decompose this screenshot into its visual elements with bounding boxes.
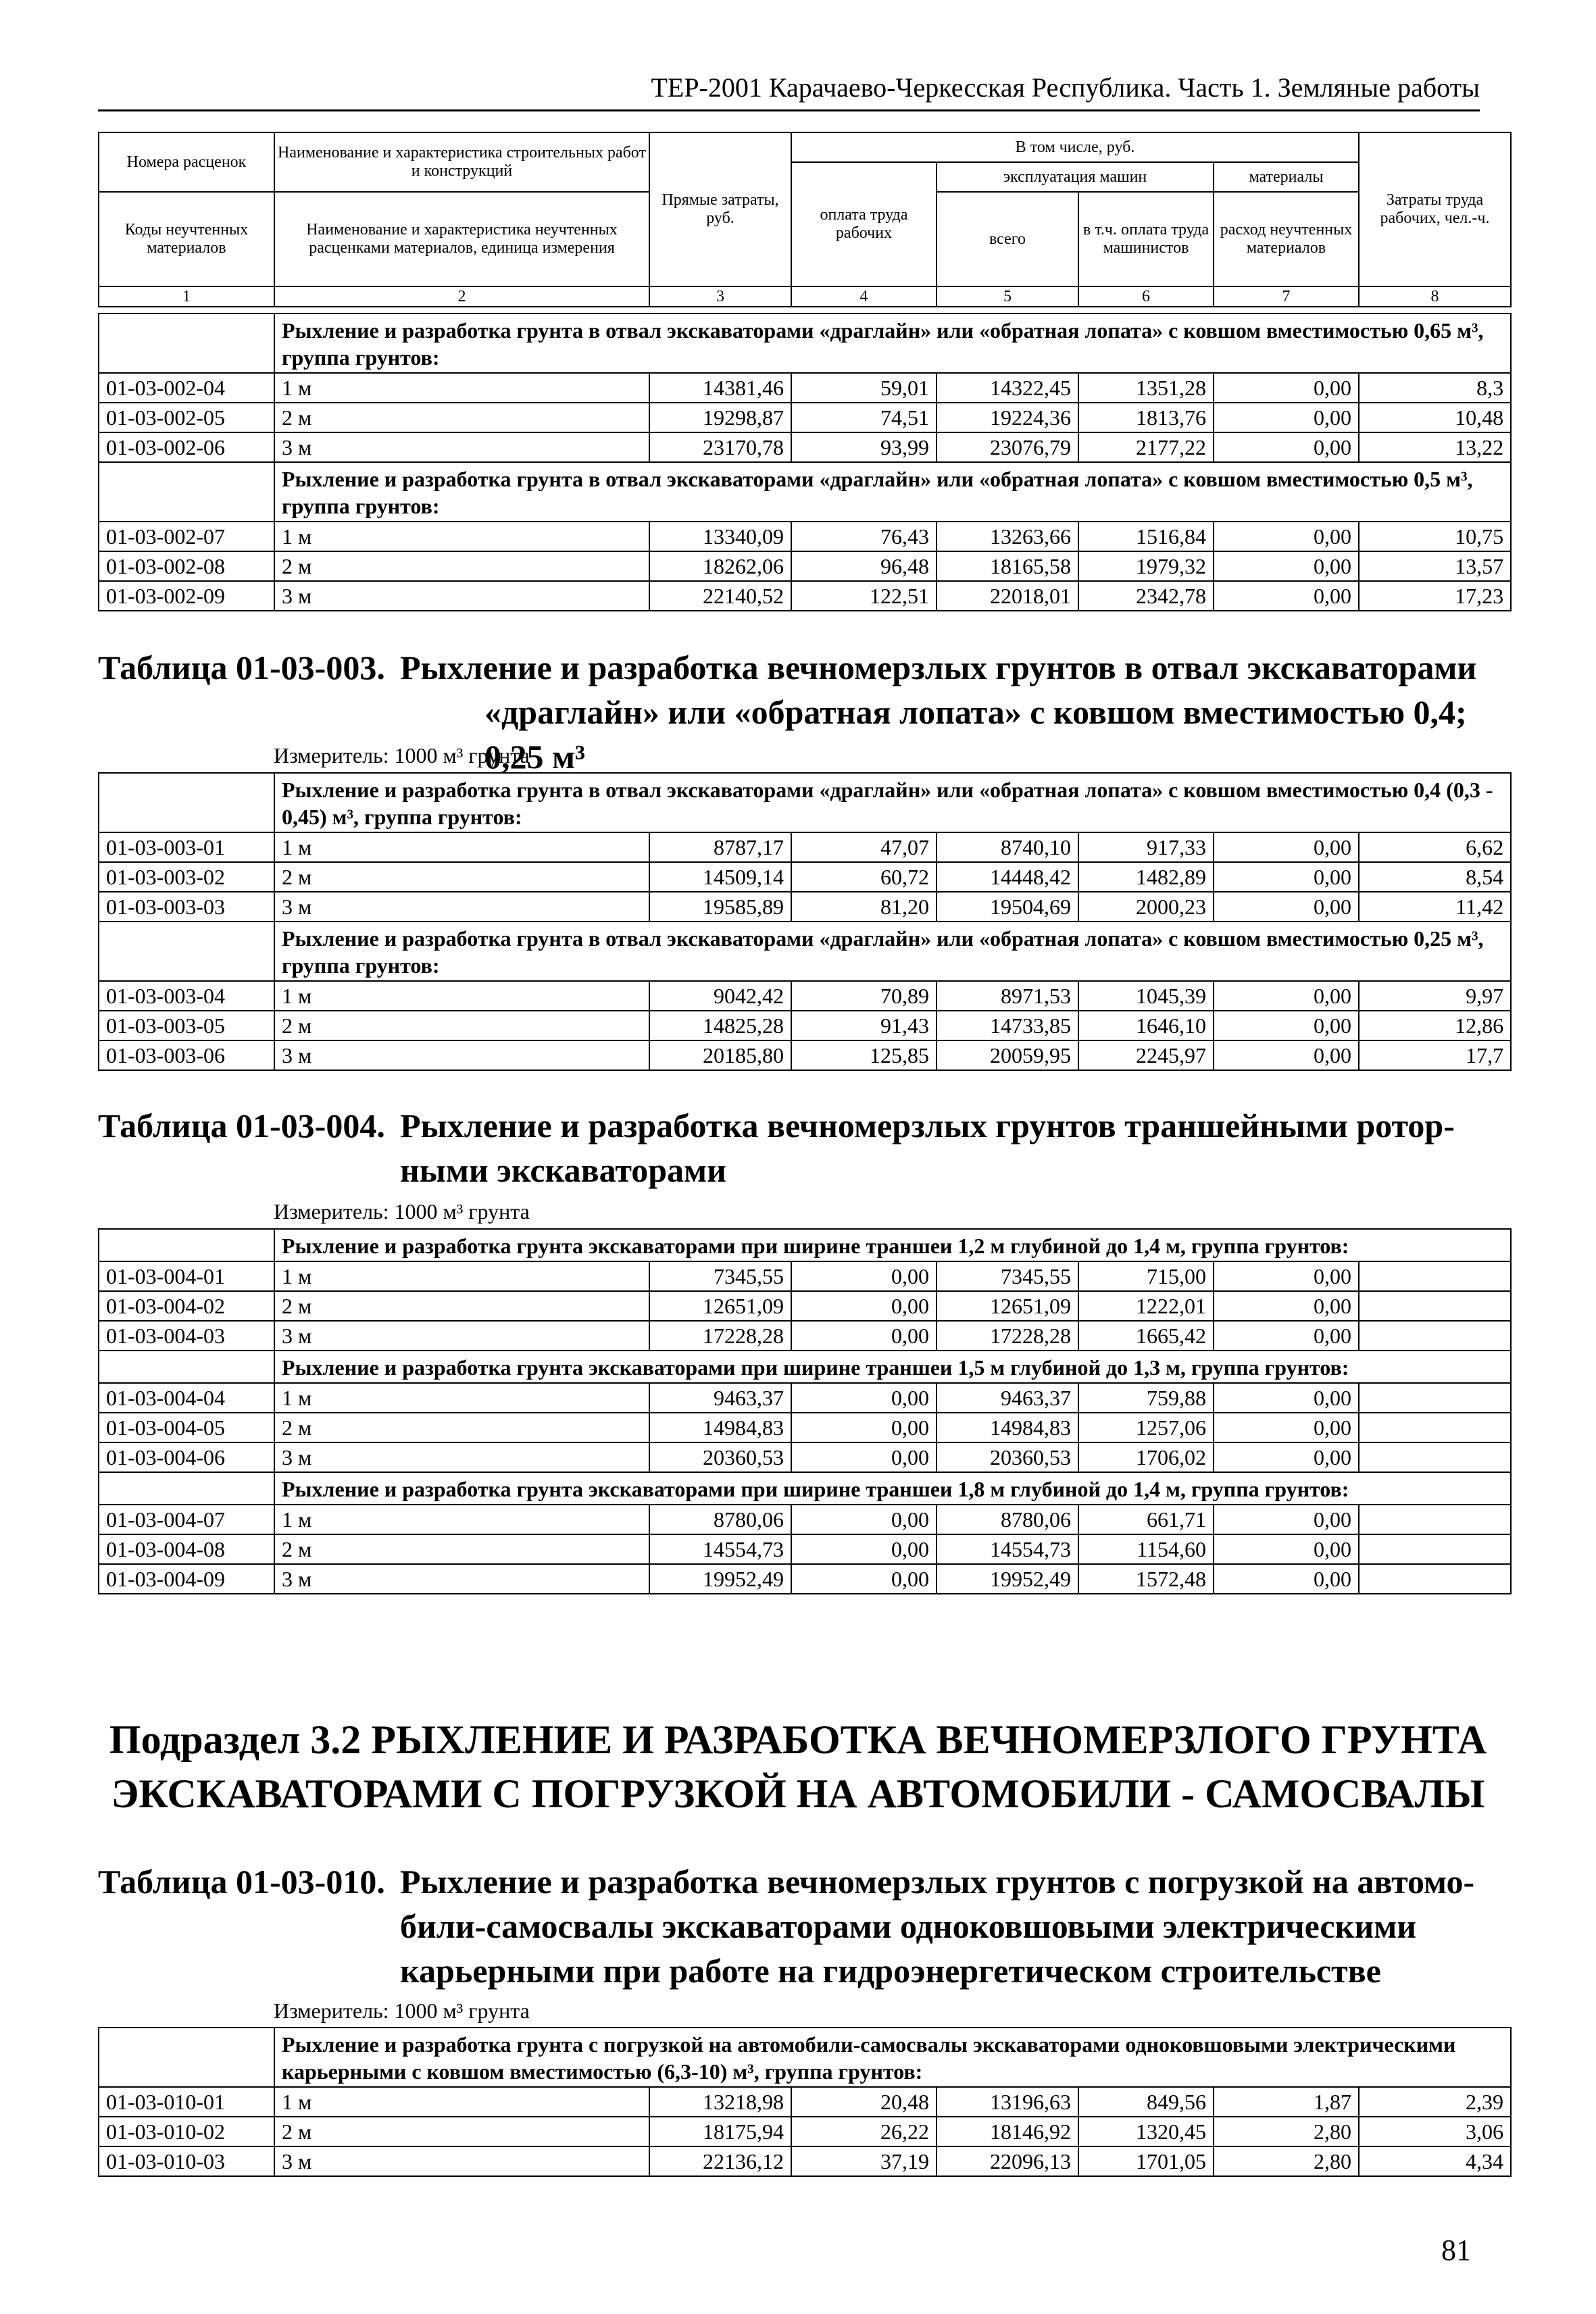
unit-cell: 1 м xyxy=(274,832,649,862)
machines-total-cell: 17228,28 xyxy=(937,1321,1078,1351)
direct-costs-cell: 13218,98 xyxy=(649,2087,791,2117)
table-label: Таблица 01-03-010. xyxy=(98,1863,385,1901)
labor-pay-cell: 0,00 xyxy=(791,1564,937,1594)
col-number: 2 xyxy=(274,286,649,307)
rate-code: 01-03-003-06 xyxy=(99,1040,274,1070)
labor-cost-cell: 3,06 xyxy=(1359,2117,1511,2146)
direct-costs-cell: 17228,28 xyxy=(649,1321,791,1351)
direct-costs-cell: 14509,14 xyxy=(649,862,791,892)
header-labor-cost: Затраты труда рабочих, чел.-ч. xyxy=(1359,132,1511,286)
materials-cell: 0,00 xyxy=(1214,981,1359,1011)
machines-total-cell: 13196,63 xyxy=(937,2087,1078,2117)
materials-cell: 0,00 xyxy=(1214,581,1359,611)
group-description: Рыхление и разработка грунта экскаваторами при ширине траншеи 1,8 м глубиной до 1,4 м, группа грунтов: xyxy=(274,1472,1511,1505)
col-number: 6 xyxy=(1078,286,1214,307)
labor-pay-cell: 81,20 xyxy=(791,892,937,922)
labor-pay-cell: 125,85 xyxy=(791,1040,937,1070)
materials-cell: 2,80 xyxy=(1214,2146,1359,2176)
machinist-pay-cell: 2245,97 xyxy=(1078,1040,1214,1070)
group-description: Рыхление и разработка грунта в отвал экскаваторами «драглайн» или «обратная лопата» с ковшом вместимостью 0,65 м³, группа грунтов: xyxy=(274,313,1511,373)
machines-total-cell: 8971,53 xyxy=(937,981,1078,1011)
machines-total-cell: 8780,06 xyxy=(937,1505,1078,1534)
direct-costs-cell: 14381,46 xyxy=(649,373,791,403)
unit-cell: 1 м xyxy=(274,522,649,551)
materials-cell: 2,80 xyxy=(1214,2117,1359,2146)
unit-cell: 2 м xyxy=(274,551,649,581)
machinist-pay-cell: 917,33 xyxy=(1078,832,1214,862)
table-title-010 xyxy=(98,1859,1510,1993)
table-row xyxy=(99,2146,1511,2176)
direct-costs-cell: 8787,17 xyxy=(649,832,791,862)
empty-cell xyxy=(99,462,274,522)
group-description-row xyxy=(99,1351,1511,1383)
page-number: 81 xyxy=(1441,2234,1471,2267)
table-row xyxy=(99,1291,1511,1321)
direct-costs-cell: 19585,89 xyxy=(649,892,791,922)
empty-cell xyxy=(99,1351,274,1383)
labor-pay-cell: 0,00 xyxy=(791,1534,937,1564)
header-labor-pay: оплата труда рабочих xyxy=(791,162,937,286)
measure-unit: Измеритель: 1000 м³ грунта xyxy=(274,1199,530,1224)
group-description-row xyxy=(99,773,1511,832)
rate-code: 01-03-004-02 xyxy=(99,1291,274,1321)
labor-pay-cell: 0,00 xyxy=(791,1383,937,1413)
header-materials: материалы xyxy=(1214,162,1359,192)
materials-cell: 0,00 xyxy=(1214,862,1359,892)
table-row xyxy=(99,1442,1511,1472)
empty-cell xyxy=(99,922,274,981)
table-row xyxy=(99,373,1511,403)
labor-cost-cell xyxy=(1359,1413,1511,1442)
materials-cell: 0,00 xyxy=(1214,522,1359,551)
direct-costs-cell: 7345,55 xyxy=(649,1261,791,1291)
table-title-line: били-самосвалы экскаваторами одноковшовыми электрическими xyxy=(400,1907,1417,1945)
rates-table-010 xyxy=(98,2027,1512,2177)
materials-cell: 0,00 xyxy=(1214,1413,1359,1442)
header-including: В том числе, руб. xyxy=(791,132,1359,162)
materials-cell: 0,00 xyxy=(1214,1040,1359,1070)
group-description-row xyxy=(99,2028,1511,2087)
labor-pay-cell: 0,00 xyxy=(791,1321,937,1351)
rate-code: 01-03-010-01 xyxy=(99,2087,274,2117)
table-row xyxy=(99,1564,1511,1594)
machines-total-cell: 20360,53 xyxy=(937,1442,1078,1472)
rate-code: 01-03-002-05 xyxy=(99,403,274,432)
table-row xyxy=(99,403,1511,432)
materials-cell: 0,00 xyxy=(1214,892,1359,922)
machines-total-cell: 22096,13 xyxy=(937,2146,1078,2176)
labor-pay-cell: 0,00 xyxy=(791,1261,937,1291)
empty-cell xyxy=(99,1229,274,1261)
labor-cost-cell xyxy=(1359,1291,1511,1321)
col-number: 8 xyxy=(1359,286,1511,307)
materials-cell: 0,00 xyxy=(1214,1261,1359,1291)
labor-cost-cell xyxy=(1359,1505,1511,1534)
table-title-line: Рыхление и разработка вечномерзлых грунтов в отвал экскаваторами xyxy=(400,649,1477,686)
measure-unit: Измеритель: 1000 м³ грунта xyxy=(274,1998,530,2023)
machines-total-cell: 19224,36 xyxy=(937,403,1078,432)
machines-total-cell: 18165,58 xyxy=(937,551,1078,581)
direct-costs-cell: 23170,78 xyxy=(649,432,791,462)
rate-code: 01-03-002-07 xyxy=(99,522,274,551)
col-number: 1 xyxy=(99,286,274,307)
labor-cost-cell xyxy=(1359,1383,1511,1413)
machinist-pay-cell: 1706,02 xyxy=(1078,1442,1214,1472)
machines-total-cell: 7345,55 xyxy=(937,1261,1078,1291)
rate-code: 01-03-002-06 xyxy=(99,432,274,462)
machinist-pay-cell: 1351,28 xyxy=(1078,373,1214,403)
machines-total-cell: 14554,73 xyxy=(937,1534,1078,1564)
unit-cell: 2 м xyxy=(274,1534,649,1564)
direct-costs-cell: 9463,37 xyxy=(649,1383,791,1413)
group-description: Рыхление и разработка грунта в отвал экскаваторами «драглайн» или «обратная лопата» с ковшом вместимостью 0,25 м³, группа грунтов: xyxy=(274,922,1511,981)
table-row xyxy=(99,1413,1511,1442)
labor-cost-cell xyxy=(1359,1261,1511,1291)
labor-pay-cell: 59,01 xyxy=(791,373,937,403)
table-title-line: карьерными при работе на гидроэнергетическом строительстве xyxy=(400,1952,1381,1990)
table-label: Таблица 01-03-003. xyxy=(98,649,385,686)
group-description-row xyxy=(99,313,1511,373)
labor-cost-cell: 11,42 xyxy=(1359,892,1511,922)
rate-code: 01-03-004-08 xyxy=(99,1534,274,1564)
labor-cost-cell xyxy=(1359,1442,1511,1472)
unit-cell: 3 м xyxy=(274,581,649,611)
direct-costs-cell: 14825,28 xyxy=(649,1011,791,1040)
unit-cell: 2 м xyxy=(274,1011,649,1040)
unit-cell: 3 м xyxy=(274,1564,649,1594)
table-row xyxy=(99,1011,1511,1040)
direct-costs-cell: 14984,83 xyxy=(649,1413,791,1442)
labor-cost-cell: 13,22 xyxy=(1359,432,1511,462)
direct-costs-cell: 13340,09 xyxy=(649,522,791,551)
rate-code: 01-03-003-04 xyxy=(99,981,274,1011)
rate-code: 01-03-002-09 xyxy=(99,581,274,611)
machines-total-cell: 14733,85 xyxy=(937,1011,1078,1040)
unit-cell: 2 м xyxy=(274,403,649,432)
group-description: Рыхление и разработка грунта экскаваторами при ширине траншеи 1,2 м глубиной до 1,4 м, группа грунтов: xyxy=(274,1229,1511,1261)
machinist-pay-cell: 1045,39 xyxy=(1078,981,1214,1011)
direct-costs-cell: 14554,73 xyxy=(649,1534,791,1564)
materials-cell: 0,00 xyxy=(1214,551,1359,581)
machinist-pay-cell: 759,88 xyxy=(1078,1383,1214,1413)
table-row xyxy=(99,1321,1511,1351)
labor-cost-cell: 8,54 xyxy=(1359,862,1511,892)
header-machinist-pay: в т.ч. оплата труда машинистов xyxy=(1078,192,1214,286)
empty-cell xyxy=(99,313,274,373)
table-row xyxy=(99,581,1511,611)
group-description-row xyxy=(99,922,1511,981)
direct-costs-cell: 18175,94 xyxy=(649,2117,791,2146)
rates-table-002 xyxy=(98,313,1512,611)
header-materials-unaccounted: расход неучтенных материалов xyxy=(1214,192,1359,286)
machinist-pay-cell: 1320,45 xyxy=(1078,2117,1214,2146)
machines-total-cell: 19504,69 xyxy=(937,892,1078,922)
col-number: 7 xyxy=(1214,286,1359,307)
machinist-pay-cell: 715,00 xyxy=(1078,1261,1214,1291)
empty-cell xyxy=(99,773,274,832)
group-description-row xyxy=(99,462,1511,522)
labor-cost-cell: 6,62 xyxy=(1359,832,1511,862)
machinist-pay-cell: 1154,60 xyxy=(1078,1534,1214,1564)
machines-total-cell: 14448,42 xyxy=(937,862,1078,892)
labor-pay-cell: 0,00 xyxy=(791,1413,937,1442)
subsection-title-line2: ЭКСКАВАТОРАМИ С ПОГРУЗКОЙ НА АВТОМОБИЛИ - САМОСВАЛЫ xyxy=(111,1771,1485,1816)
machinist-pay-cell: 1646,10 xyxy=(1078,1011,1214,1040)
labor-cost-cell: 17,23 xyxy=(1359,581,1511,611)
table-row xyxy=(99,551,1511,581)
direct-costs-cell: 20360,53 xyxy=(649,1442,791,1472)
table-row xyxy=(99,1040,1511,1070)
direct-costs-cell: 20185,80 xyxy=(649,1040,791,1070)
table-row xyxy=(99,862,1511,892)
rate-code: 01-03-003-05 xyxy=(99,1011,274,1040)
rate-code: 01-03-010-02 xyxy=(99,2117,274,2146)
empty-cell xyxy=(99,1472,274,1505)
machinist-pay-cell: 1665,42 xyxy=(1078,1321,1214,1351)
group-description-row xyxy=(99,1472,1511,1505)
direct-costs-cell: 9042,42 xyxy=(649,981,791,1011)
machines-total-cell: 14322,45 xyxy=(937,373,1078,403)
group-description: Рыхление и разработка грунта в отвал экскаваторами «драглайн» или «обратная лопата» с ковшом вместимостью 0,5 м³, группа грунтов: xyxy=(274,462,1511,522)
unit-cell: 3 м xyxy=(274,1442,649,1472)
labor-cost-cell: 10,48 xyxy=(1359,403,1511,432)
column-number-row xyxy=(99,286,1511,307)
unit-cell: 3 м xyxy=(274,892,649,922)
materials-cell: 0,00 xyxy=(1214,1291,1359,1321)
direct-costs-cell: 19298,87 xyxy=(649,403,791,432)
header-machines: эксплуатация машин xyxy=(937,162,1214,192)
direct-costs-cell: 12651,09 xyxy=(649,1291,791,1321)
group-description: Рыхление и разработка грунта в отвал экскаваторами «драглайн» или «обратная лопата» с ковшом вместимостью 0,4 (0,3 - 0,45) м³, группа грунтов: xyxy=(274,773,1511,832)
running-header-text: ТЕР-2001 Карачаево-Черкесская Республика. Часть 1. Земляные работы xyxy=(651,72,1480,103)
machinist-pay-cell: 849,56 xyxy=(1078,2087,1214,2117)
machines-total-cell: 13263,66 xyxy=(937,522,1078,551)
header-machines-total: всего xyxy=(937,192,1078,286)
table-row xyxy=(99,2117,1511,2146)
table-row xyxy=(99,892,1511,922)
labor-cost-cell: 8,3 xyxy=(1359,373,1511,403)
labor-cost-cell: 12,86 xyxy=(1359,1011,1511,1040)
labor-pay-cell: 26,22 xyxy=(791,2117,937,2146)
machines-total-cell: 8740,10 xyxy=(937,832,1078,862)
table-row xyxy=(99,1261,1511,1291)
materials-cell: 0,00 xyxy=(1214,1321,1359,1351)
table-row xyxy=(99,832,1511,862)
unit-cell: 2 м xyxy=(274,2117,649,2146)
labor-cost-cell xyxy=(1359,1564,1511,1594)
unit-cell: 2 м xyxy=(274,1291,649,1321)
direct-costs-cell: 18262,06 xyxy=(649,551,791,581)
rate-code: 01-03-010-03 xyxy=(99,2146,274,2176)
table-row xyxy=(99,2087,1511,2117)
machinist-pay-cell: 1813,76 xyxy=(1078,403,1214,432)
group-description-row xyxy=(99,1229,1511,1261)
measure-unit: Измеритель: 1000 м³ грунта xyxy=(274,743,530,768)
labor-pay-cell: 74,51 xyxy=(791,403,937,432)
rates-table-004 xyxy=(98,1228,1512,1594)
machines-total-cell: 20059,95 xyxy=(937,1040,1078,1070)
unit-cell: 1 м xyxy=(274,1505,649,1534)
labor-cost-cell: 10,75 xyxy=(1359,522,1511,551)
rate-code: 01-03-004-01 xyxy=(99,1261,274,1291)
rate-code: 01-03-004-05 xyxy=(99,1413,274,1442)
labor-pay-cell: 20,48 xyxy=(791,2087,937,2117)
rate-code: 01-03-002-08 xyxy=(99,551,274,581)
materials-cell: 1,87 xyxy=(1214,2087,1359,2117)
rate-code: 01-03-004-04 xyxy=(99,1383,274,1413)
machinist-pay-cell: 1572,48 xyxy=(1078,1564,1214,1594)
rate-code: 01-03-004-09 xyxy=(99,1564,274,1594)
machines-total-cell: 19952,49 xyxy=(937,1564,1078,1594)
header-rate-numbers: Номера расценок xyxy=(99,132,274,192)
direct-costs-cell: 22136,12 xyxy=(649,2146,791,2176)
materials-cell: 0,00 xyxy=(1214,403,1359,432)
table-row xyxy=(99,432,1511,462)
machinist-pay-cell: 661,71 xyxy=(1078,1505,1214,1534)
materials-cell: 0,00 xyxy=(1214,832,1359,862)
rate-code: 01-03-003-01 xyxy=(99,832,274,862)
group-description: Рыхление и разработка грунта с погрузкой на автомобили-самосвалы экскаваторами одноковшовыми электрическими карьерными с ковшом вместимостью (6,3-10) м³, группа грунтов: xyxy=(274,2028,1511,2087)
labor-cost-cell: 13,57 xyxy=(1359,551,1511,581)
rates-table-header xyxy=(98,132,1512,307)
labor-pay-cell: 91,43 xyxy=(791,1011,937,1040)
machinist-pay-cell: 1482,89 xyxy=(1078,862,1214,892)
table-row xyxy=(99,981,1511,1011)
materials-cell: 0,00 xyxy=(1214,1383,1359,1413)
machines-total-cell: 9463,37 xyxy=(937,1383,1078,1413)
rate-code: 01-03-004-03 xyxy=(99,1321,274,1351)
materials-cell: 0,00 xyxy=(1214,1011,1359,1040)
machinist-pay-cell: 2342,78 xyxy=(1078,581,1214,611)
rate-code: 01-03-004-07 xyxy=(99,1505,274,1534)
unit-cell: 1 м xyxy=(274,2087,649,2117)
rate-code: 01-03-002-04 xyxy=(99,373,274,403)
subsection-title-line1: Подраздел 3.2 РЫХЛЕНИЕ И РАЗРАБОТКА ВЕЧНОМЕРЗЛОГО ГРУНТА xyxy=(109,1717,1487,1762)
unit-cell: 1 м xyxy=(274,373,649,403)
rate-code: 01-03-003-03 xyxy=(99,892,274,922)
direct-costs-cell: 19952,49 xyxy=(649,1564,791,1594)
machines-total-cell: 22018,01 xyxy=(937,581,1078,611)
materials-cell: 0,00 xyxy=(1214,373,1359,403)
unit-cell: 3 м xyxy=(274,1040,649,1070)
table-row xyxy=(99,1505,1511,1534)
direct-costs-cell: 22140,52 xyxy=(649,581,791,611)
table-title-line: Рыхление и разработка вечномерзлых грунтов с погрузкой на автомо- xyxy=(400,1863,1475,1901)
materials-cell: 0,00 xyxy=(1214,432,1359,462)
machines-total-cell: 14984,83 xyxy=(937,1413,1078,1442)
table-title-004 xyxy=(98,1103,1510,1192)
table-label: Таблица 01-03-004. xyxy=(98,1107,385,1145)
labor-pay-cell: 0,00 xyxy=(791,1442,937,1472)
machinist-pay-cell: 2000,23 xyxy=(1078,892,1214,922)
unit-cell: 1 м xyxy=(274,1261,649,1291)
labor-pay-cell: 76,43 xyxy=(791,522,937,551)
materials-cell: 0,00 xyxy=(1214,1534,1359,1564)
machines-total-cell: 12651,09 xyxy=(937,1291,1078,1321)
labor-pay-cell: 60,72 xyxy=(791,862,937,892)
machinist-pay-cell: 1222,01 xyxy=(1078,1291,1214,1321)
labor-pay-cell: 0,00 xyxy=(791,1291,937,1321)
labor-cost-cell xyxy=(1359,1534,1511,1564)
materials-cell: 0,00 xyxy=(1214,1505,1359,1534)
unit-cell: 1 м xyxy=(274,981,649,1011)
table-row xyxy=(99,1534,1511,1564)
empty-cell xyxy=(99,2028,274,2087)
unit-cell: 1 м xyxy=(274,1383,649,1413)
labor-pay-cell: 47,07 xyxy=(791,832,937,862)
table-title-line: Рыхление и разработка вечномерзлых грунтов траншейными ротор- xyxy=(400,1107,1455,1145)
labor-pay-cell: 0,00 xyxy=(791,1505,937,1534)
machinist-pay-cell: 1701,05 xyxy=(1078,2146,1214,2176)
rate-code: 01-03-004-06 xyxy=(99,1442,274,1472)
labor-cost-cell: 4,34 xyxy=(1359,2146,1511,2176)
col-number: 5 xyxy=(937,286,1078,307)
unit-cell: 3 м xyxy=(274,1321,649,1351)
table-title-line: «драглайн» или «обратная лопата» с ковшом вместимостью 0,4; 0,25 м³ xyxy=(484,693,1467,776)
machinist-pay-cell: 2177,22 xyxy=(1078,432,1214,462)
labor-cost-cell: 2,39 xyxy=(1359,2087,1511,2117)
table-row xyxy=(99,522,1511,551)
rates-table-003 xyxy=(98,772,1512,1071)
unit-cell: 2 м xyxy=(274,862,649,892)
labor-pay-cell: 70,89 xyxy=(791,981,937,1011)
header-material-codes: Коды неучтенных материалов xyxy=(99,192,274,286)
col-number: 4 xyxy=(791,286,937,307)
machinist-pay-cell: 1979,32 xyxy=(1078,551,1214,581)
unit-cell: 2 м xyxy=(274,1413,649,1442)
machinist-pay-cell: 1257,06 xyxy=(1078,1413,1214,1442)
machines-total-cell: 23076,79 xyxy=(937,432,1078,462)
labor-pay-cell: 122,51 xyxy=(791,581,937,611)
machines-total-cell: 18146,92 xyxy=(937,2117,1078,2146)
table-title-line: ными экскаваторами xyxy=(400,1151,726,1189)
materials-cell: 0,00 xyxy=(1214,1564,1359,1594)
labor-pay-cell: 96,48 xyxy=(791,551,937,581)
table-row xyxy=(99,1383,1511,1413)
labor-cost-cell xyxy=(1359,1321,1511,1351)
unit-cell: 3 м xyxy=(274,2146,649,2176)
header-direct-costs: Прямые затраты, руб. xyxy=(649,132,791,286)
machinist-pay-cell: 1516,84 xyxy=(1078,522,1214,551)
labor-pay-cell: 37,19 xyxy=(791,2146,937,2176)
materials-cell: 0,00 xyxy=(1214,1442,1359,1472)
unit-cell: 3 м xyxy=(274,432,649,462)
rate-code: 01-03-003-02 xyxy=(99,862,274,892)
direct-costs-cell: 8780,06 xyxy=(649,1505,791,1534)
labor-cost-cell: 17,7 xyxy=(1359,1040,1511,1070)
labor-pay-cell: 93,99 xyxy=(791,432,937,462)
labor-cost-cell: 9,97 xyxy=(1359,981,1511,1011)
header-work-name: Наименование и характеристика строительных работ и конструкций xyxy=(274,132,649,192)
group-description: Рыхление и разработка грунта экскаваторами при ширине траншеи 1,5 м глубиной до 1,3 м, группа грунтов: xyxy=(274,1351,1511,1383)
col-number: 3 xyxy=(649,286,791,307)
running-header xyxy=(98,66,1480,111)
header-material-names: Наименование и характеристика неучтенных расценками материалов, единица измерения xyxy=(274,192,649,286)
